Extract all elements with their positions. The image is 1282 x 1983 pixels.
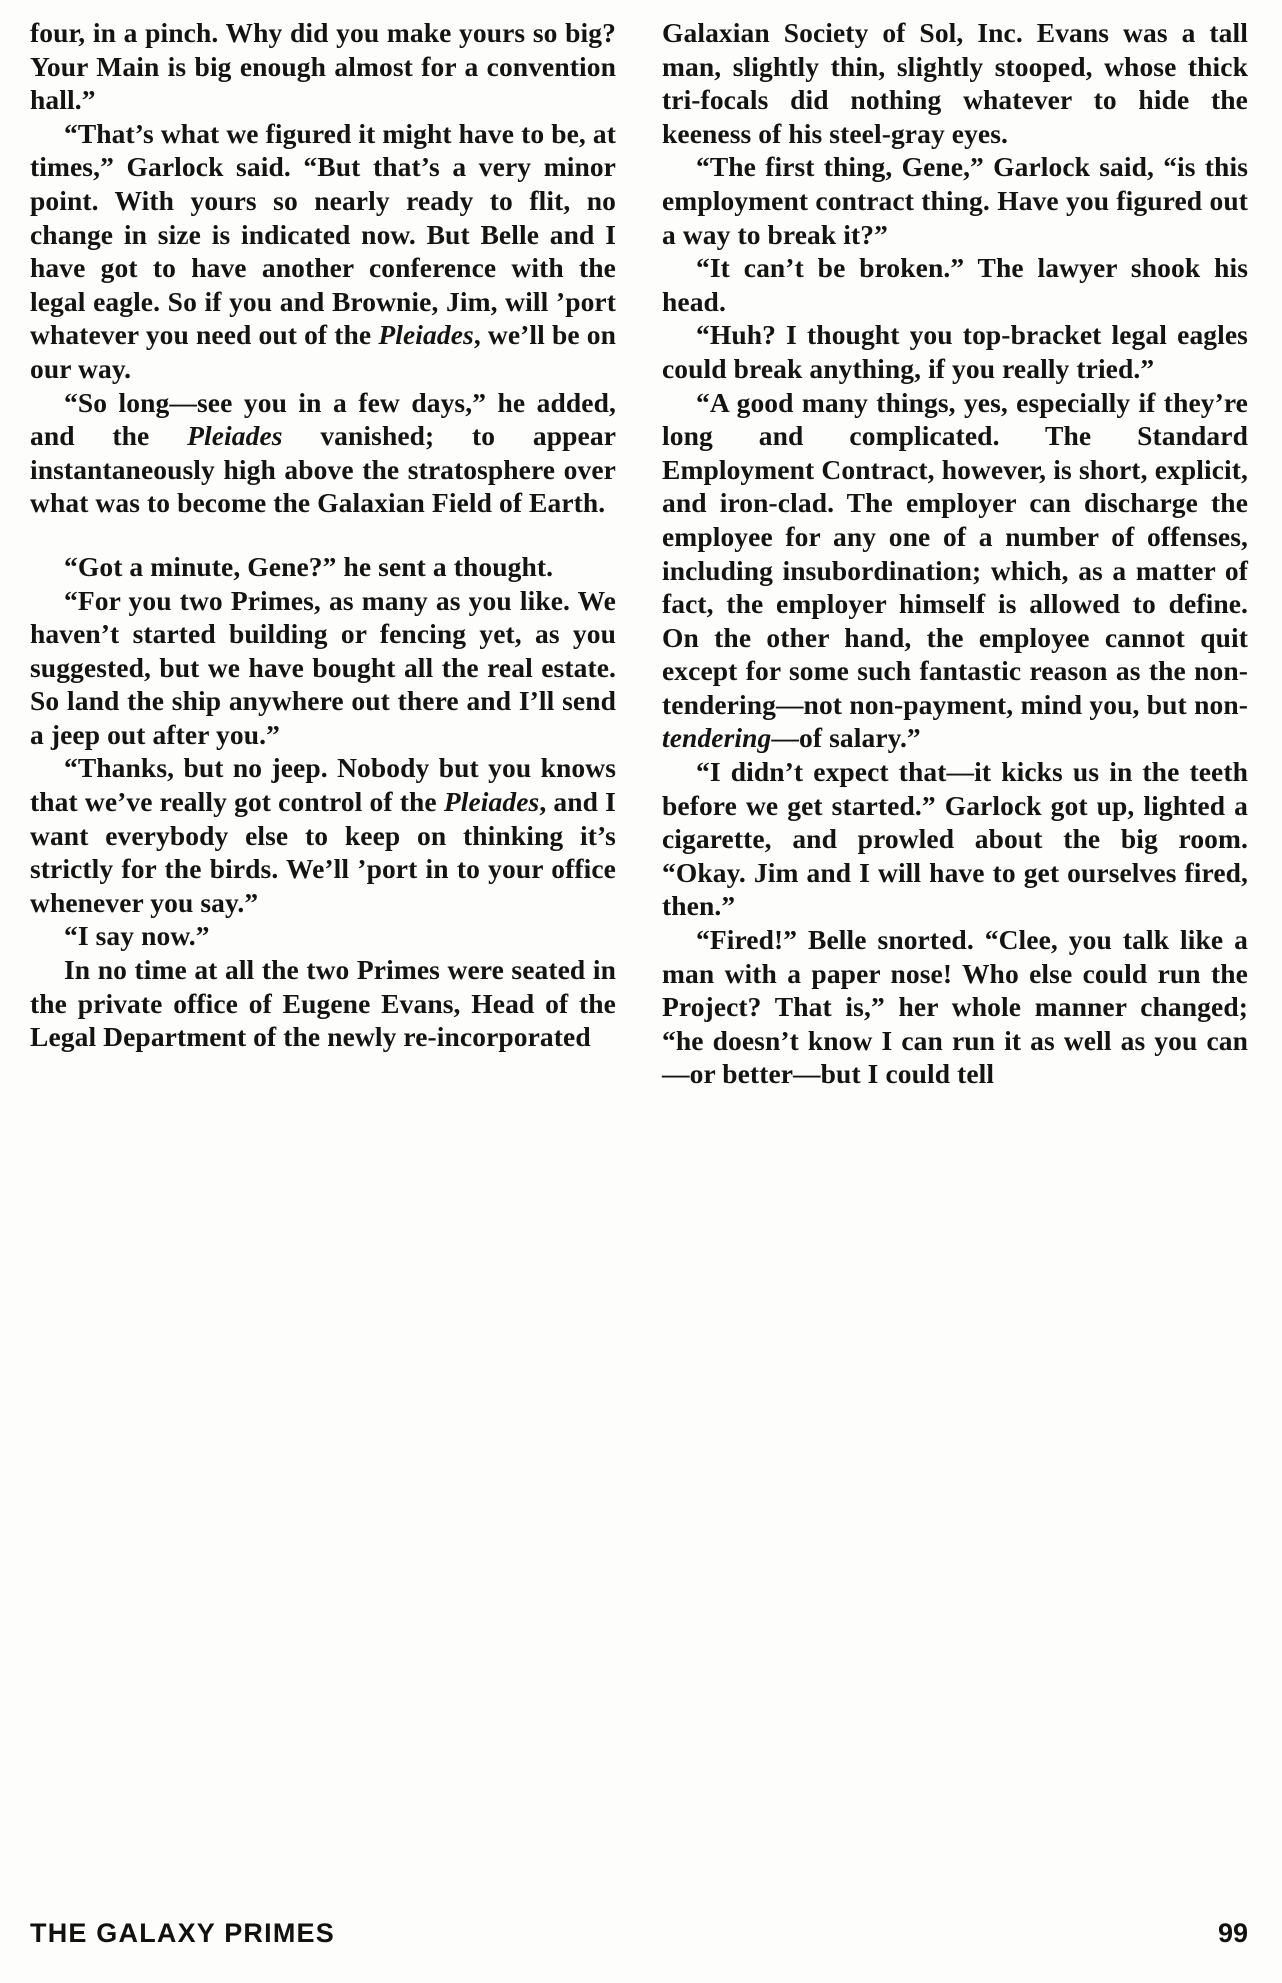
page-number: 99 [1217, 1918, 1248, 1948]
paragraph: “The first thing, Gene,” Garlock said, “is this employment contract thing. Have you figured out a way to break it?” [662, 151, 1248, 250]
paragraph: “Fired!” Belle snorted. “Clee, you talk like a man with a paper nose! Who else could run the Project? That is,” her whole manner changed; “he doesn’t know I can run it as well as you can—or better—but I could tell [662, 924, 1248, 1090]
page-footer [30, 1918, 1248, 1949]
two-column-text-body [30, 16, 1248, 1091]
paragraph: “A good many things, yes, especially if they’re long and complicated. The Standard Employment Contract, however, is short, explicit, and iron-clad. The employer can discharge the employee for any one of a number of offenses, including insubordination; which, as a matter of fact, the employer himself is allowed to define. On the other hand, the employee cannot quit except for some such fantastic reason as the non-tendering—not non-payment, mind you, but non-tendering—of salary.” [662, 386, 1248, 754]
running-title: THE GALAXY PRIMES [30, 1918, 335, 1948]
paragraph: “It can’t be broken.” The lawyer shook his head. [662, 252, 1248, 317]
paragraph: “That’s what we figured it might have to be, at times,” Garlock said. “But that’s a very minor point. With yours so nearly ready to flit, no change in size is indicated now. But Belle and I have got to have another conference with the legal eagle. So if you and Brownie, Jim, will ’port whatever you need out of the Pleiades, we’ll be on our way. [30, 117, 616, 384]
right-text-column [662, 16, 1248, 1091]
left-text-column [30, 16, 616, 1054]
paragraph: “Thanks, but no jeep. Nobody but you knows that we’ve really got control of the Pleiades, and I want everybody else to keep on thinking it’s strictly for the birds. We’ll ’port in to your office whenever you say.” [30, 752, 616, 918]
paragraph: Galaxian Society of Sol, Inc. Evans was a tall man, slightly thin, slightly stooped, whose thick tri-focals did nothing whatever to hide the keeness of his steel-gray eyes. [662, 17, 1248, 149]
paragraph: four, in a pinch. Why did you make yours so big? Your Main is big enough almost for a convention hall.” [30, 17, 616, 116]
paragraph: “For you two Primes, as many as you like. We haven’t started building or fencing yet, as you suggested, but we have bought all the real estate. So land the ship anywhere out there and I’ll send a jeep out after you.” [30, 584, 616, 750]
paragraph: In no time at all the two Primes were seated in the private office of Eugene Evans, Head of the Legal Department of the newly re-incorporated [30, 954, 616, 1053]
paragraph: “Huh? I thought you top-bracket legal eagles could break anything, if you really tried.” [662, 319, 1248, 384]
paragraph: “So long—see you in a few days,” he added, and the Pleiades vanished; to appear instantaneously high above the stratosphere over what was to become the Galaxian Field of Earth. [30, 386, 616, 519]
paragraph: “I didn’t expect that—it kicks us in the teeth before we get started.” Garlock got up, lighted a cigarette, and prowled about the big room. “Okay. Jim and I will have to get ourselves fired, then.” [662, 756, 1248, 922]
paragraph: “I say now.” [64, 920, 210, 952]
paragraph: “Got a minute, Gene?” he sent a thought. [64, 550, 554, 582]
